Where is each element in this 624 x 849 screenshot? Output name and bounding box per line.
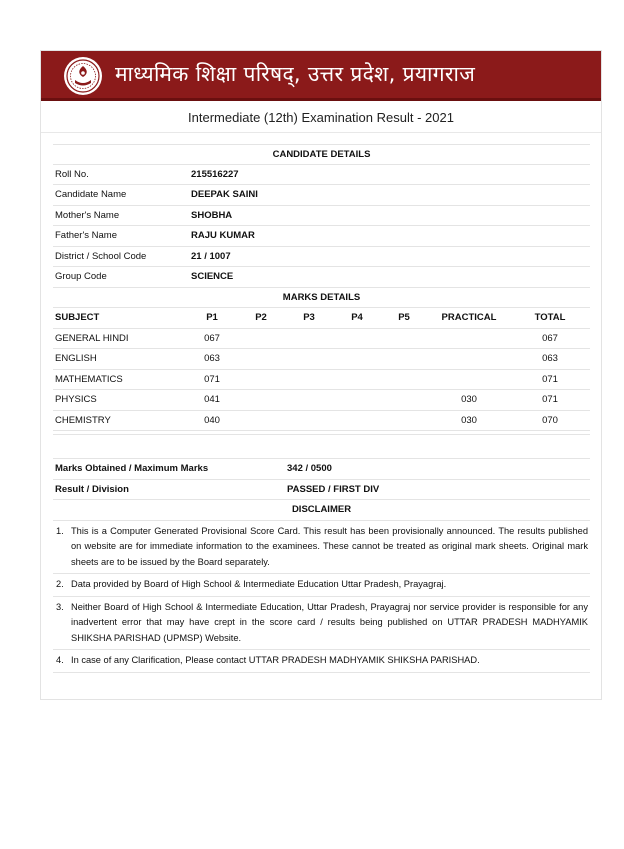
p1-cell: 041 (204, 394, 220, 405)
board-title: माध्यमिक शिक्षा परिषद्, उत्तर प्रदेश, प्रयागराज (115, 62, 476, 86)
detail-value: SHOBHA (191, 209, 233, 221)
result-card (40, 50, 602, 700)
item-number: 1. (56, 525, 64, 536)
item-text: In case of any Clarification, Please contact UTTAR PRADESH MADHYAMIK SHIKSHA PARISHAD. (71, 655, 480, 665)
p1-cell: 040 (204, 414, 220, 426)
detail-row-name (53, 185, 590, 206)
col-header-total: TOTAL (534, 312, 566, 323)
detail-label: Group Code (55, 271, 107, 282)
item-text: Neither Board of High School & Intermediate Education, Uttar Pradesh, Prayagraj nor service provider is responsible for any inadvertent error that may have crept in the score card / results being published on UTTAR PRADESH MADHYAMIK SHIKSHA PARISHAD (UPMSP) Website. (71, 601, 588, 643)
detail-label: Candidate Name (55, 189, 127, 200)
table-row (53, 370, 590, 391)
subject-cell: MATHEMATICS (55, 373, 123, 385)
item-number: 2. (56, 579, 64, 589)
item-text: Data provided by Board of High School & Intermediate Education Uttar Pradesh, Prayagraj. (71, 579, 447, 589)
list-item (53, 597, 590, 651)
marks-section-title: MARKS DETAILS (282, 291, 361, 303)
table-spacer (53, 431, 590, 435)
practical-cell: 030 (461, 394, 477, 405)
total-cell: 070 (542, 414, 558, 426)
col-header-subject: SUBJECT (55, 312, 100, 323)
col-header-p1: P1 (206, 312, 218, 323)
subject-cell: CHEMISTRY (55, 414, 111, 426)
disclaimer-section-header (53, 500, 590, 521)
col-header-p5: P5 (398, 312, 410, 323)
marks-obtained-label: Marks Obtained / Maximum Marks (55, 463, 209, 474)
detail-value: DEEPAK SAINI (191, 189, 258, 200)
detail-row-roll (53, 165, 590, 186)
section-gap (53, 435, 590, 459)
result-division-row (53, 480, 590, 501)
item-number: 3. (56, 601, 64, 612)
subject-cell: PHYSICS (55, 394, 97, 405)
exam-title: Intermediate (12th) Examination Result - 2021 (41, 103, 601, 133)
detail-label: Father's Name (55, 230, 118, 241)
total-cell: 067 (542, 332, 558, 344)
p1-cell: 063 (204, 353, 220, 364)
practical-cell: 030 (461, 414, 477, 426)
subject-cell: GENERAL HINDI (55, 332, 129, 344)
score-sheet (53, 144, 590, 673)
upmsp-emblem-icon (63, 56, 103, 96)
result-division-value: PASSED / FIRST DIV (287, 483, 380, 495)
total-cell: 071 (542, 373, 558, 385)
detail-row-mother (53, 206, 590, 227)
table-row (53, 349, 590, 370)
detail-row-father (53, 226, 590, 247)
marks-table-header (53, 308, 590, 329)
detail-value: SCIENCE (191, 271, 234, 282)
subject-cell: ENGLISH (55, 353, 97, 364)
list-item (53, 650, 590, 673)
list-item (53, 521, 590, 575)
detail-label: District / School Code (55, 250, 147, 262)
detail-label: Roll No. (55, 168, 89, 180)
candidate-section-header (53, 144, 590, 165)
result-division-label: Result / Division (55, 483, 129, 495)
list-item (53, 574, 590, 597)
col-header-p3: P3 (303, 312, 315, 323)
total-cell: 063 (542, 353, 558, 364)
total-cell: 071 (542, 394, 558, 405)
item-number: 4. (56, 655, 64, 665)
table-row (53, 411, 590, 432)
board-header (41, 51, 601, 101)
marks-obtained-value: 342 / 0500 (287, 463, 332, 474)
detail-label: Mother's Name (55, 209, 120, 221)
marks-section-header (53, 288, 590, 309)
candidate-section-title: CANDIDATE DETAILS (272, 149, 371, 160)
marks-obtained-row (53, 459, 590, 480)
table-row (53, 329, 590, 350)
p1-cell: 067 (204, 332, 220, 344)
col-header-p4: P4 (351, 312, 363, 323)
col-header-p2: P2 (255, 312, 267, 323)
table-row (53, 390, 590, 411)
disclaimer-list (53, 521, 590, 673)
col-header-practical: PRACTICAL (441, 312, 497, 323)
detail-row-district (53, 247, 590, 268)
detail-value: RAJU KUMAR (191, 230, 255, 241)
detail-value: 215516227 (191, 168, 239, 180)
item-text: This is a Computer Generated Provisional Score Card. This result has been provisionally announced. The results published on website are for immediate information to the examinees. These cannot be treated as original mark sheets. Original mark sheets are to be issued by the Board separately. (71, 525, 588, 567)
detail-row-group (53, 267, 590, 288)
p1-cell: 071 (204, 373, 220, 385)
detail-value: 21 / 1007 (191, 250, 231, 262)
disclaimer-section-title: DISCLAIMER (291, 504, 352, 515)
